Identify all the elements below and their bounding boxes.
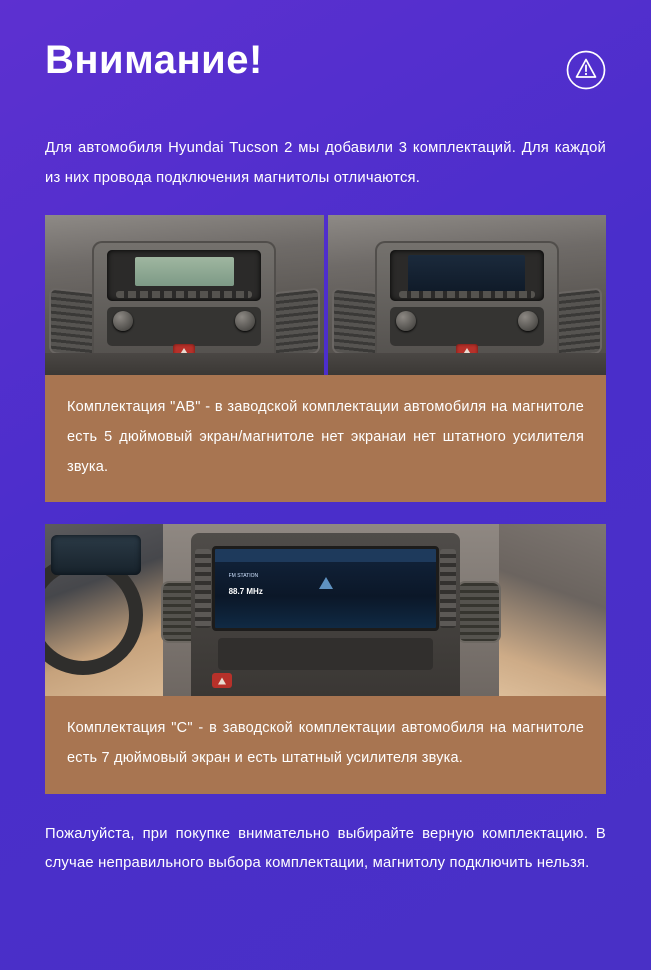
climate-knob-icon [113, 311, 133, 331]
dashboard-photo-b [328, 215, 607, 375]
climate-knob-icon [235, 311, 255, 331]
intro-text [45, 134, 606, 193]
warning-triangle-icon [566, 50, 606, 90]
dashboard-illustration-c [45, 524, 606, 696]
instrument-cluster [51, 535, 141, 575]
console-shelf [45, 353, 324, 375]
caption-c: Комплектация "C" - в заводской комплектации автомобиля на магнитоле есть 7 дюймовый экран и есть штатный усилителя звука. [45, 696, 606, 793]
display-top-bar [215, 549, 435, 562]
intro-paragraph: Для автомобиля Hyundai Tucson 2 мы добавили 3 комплектаций. Для каждой из них провода подключения магнитолы отличаются. [45, 140, 606, 186]
page-header [45, 0, 606, 90]
radio-button-row [399, 291, 535, 298]
center-console [92, 241, 276, 369]
air-vent-icon [334, 290, 378, 357]
outro-paragraph: Пожалуйста, при покупке внимательно выбирайте верную комплектацию. В случае неправильного выбора комплектации, магнитолу подключить нельзя. [45, 825, 606, 872]
head-unit [107, 250, 261, 301]
photo-row-ab [45, 215, 606, 375]
climate-panel [390, 307, 544, 345]
fm-frequency-label: 88.7 MHz [228, 586, 263, 596]
center-console [375, 241, 559, 369]
center-console [191, 533, 460, 696]
radio-display [135, 257, 234, 286]
outro-text [45, 820, 606, 879]
air-vent-icon [274, 290, 318, 357]
air-vent-icon [556, 290, 600, 357]
air-vent-icon [459, 583, 499, 641]
radio-display-7-inch [212, 546, 438, 631]
climate-panel [218, 638, 433, 671]
page-title: Внимание! [45, 38, 263, 82]
air-vent-icon [51, 290, 95, 357]
caption-ab: Комплектация "AB" - в заводской комплектации автомобиля на магнитоле есть 5 дюймовый экран/магнитоле нет экранаи нет штатного усилителя звука. [45, 375, 606, 502]
dashboard-photo-c [45, 524, 606, 696]
climate-knob-icon [396, 311, 416, 331]
radio-button-row [116, 291, 252, 298]
radio-display-5-inch [408, 255, 525, 293]
head-unit [390, 250, 544, 301]
dashboard-illustration-a [45, 215, 324, 375]
dashboard-photo-a [45, 215, 324, 375]
console-shelf [328, 353, 607, 375]
climate-panel [107, 307, 261, 345]
head-unit-left-buttons [195, 549, 211, 627]
head-unit-right-buttons [440, 549, 456, 627]
door-trim-right [499, 524, 606, 696]
hazard-light-button [212, 673, 232, 688]
dashboard-illustration-b [328, 215, 607, 375]
fm-station-label: FM STATION [228, 572, 259, 579]
navigation-arrow-icon [319, 577, 333, 589]
climate-knob-icon [518, 311, 538, 331]
